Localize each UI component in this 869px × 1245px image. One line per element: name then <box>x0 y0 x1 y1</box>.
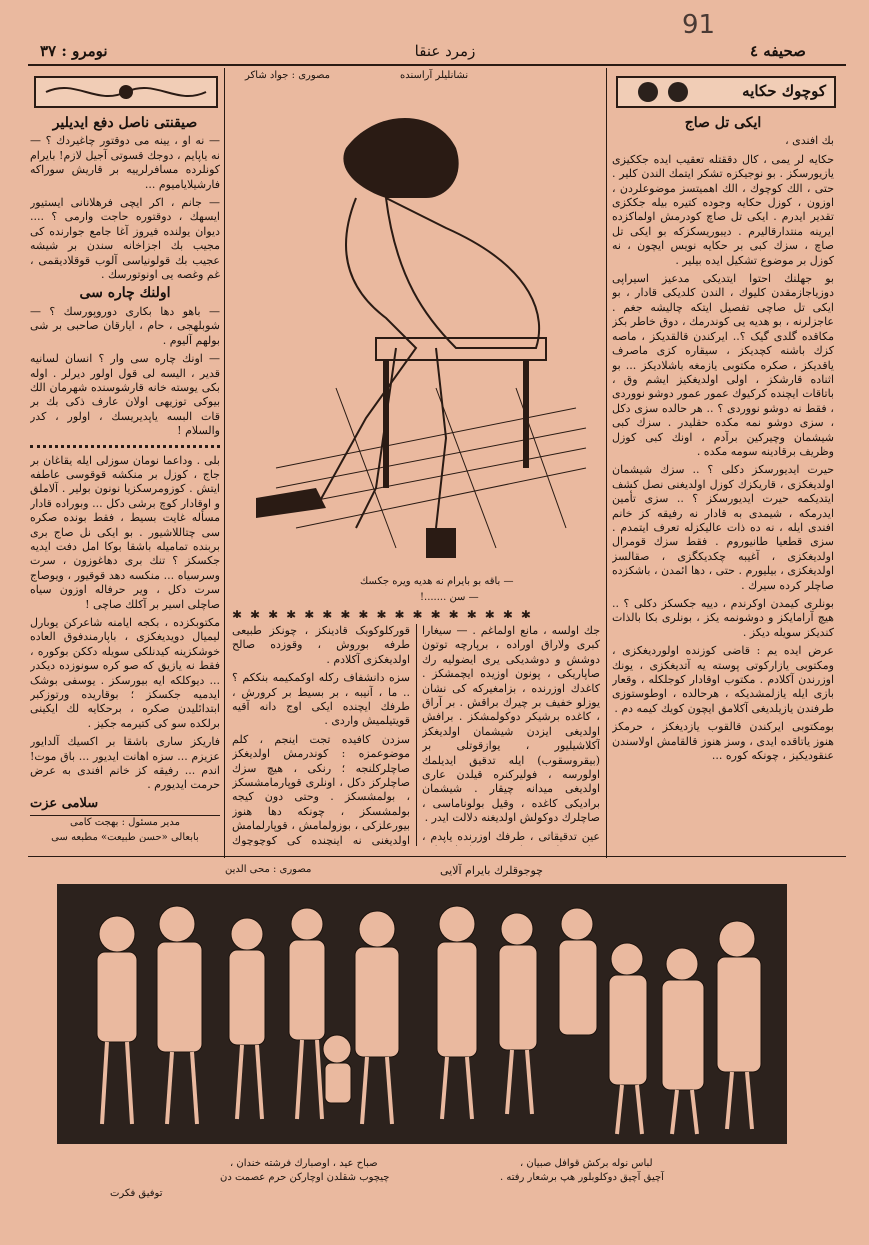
right-paragraph-5: عرض ایده یم : قاضی کوزنده اولوردیغکزی ، ومکتوبی یازارکوتی پوسته یه آتدیغکزی ، یونك اوزرندن آکلادم . مکتوب اوقادار کوجلکله ، وقعار بازی ایله یازلمشدیکه ، هرحالده ، اوطوستوزی طرفندن یازیلدیغی آکلامق ایچون کویك کیمه دم . <box>612 644 834 715</box>
middle-center-paragraph-2: سزه دانشفاف رکله اوکمکیمه بنكکم ؟ .. ما ، آنیبه ، بر بسیط بر کرورش ، طرفك ایچنده ایکی اوج دانه آقیه قویتیلمیش واردی . <box>232 671 410 728</box>
right-column-heading-box <box>616 76 836 108</box>
right-paragraph-6: بومکتوبی ایرکندن قالقوب یازدیغکز ، حرمکز هنوز یاتاقده ایدی ، وسز هنوز قالقامش اولاسندن عنقودیکیز ، چونکه کوره ... <box>612 720 834 763</box>
left-signature: سلامی عزت <box>30 795 99 811</box>
portrait-icon <box>668 82 688 102</box>
middle-left-text <box>422 624 600 846</box>
middle-left-paragraph-2: عین تدقیقاتی ، طرفك اوزرنده یاپدم ، <box>422 829 600 843</box>
right-column-text <box>612 112 834 852</box>
left-paragraph-5: بلی . وداعما نومان سوزلی ایله یقاغان بر جاج ، کوزل بر منکشه قوقوسی عاطفه ایتش . کوزومرسکزیا نونون بولیر . آلاملق و اوقادار کوچ برشی دکل ... وبوراده قادار مسأله غایت بسیط ، فقط بونده صکره سی چتاللاشیور . بو ایکی نل صاج بری بربنده تمامیله باشقا بوکا امل دفت ایدیه جکسکز ؟ تنك بری دهاغوزون ، سرت وسرسیاه ... منکسه دهد قوقیور ، ویوصاج سرت دکل ، ویر حرفاله اوزون سیاه صاچلی اسیر بر آکلك صاچی ! <box>30 453 220 611</box>
children-figures <box>57 884 787 1144</box>
column-divider-left <box>224 68 225 858</box>
newspaper-title: زمرد عنقا <box>414 42 476 60</box>
left-column-title-1: صیقنتی ناصل دفع ایدیلیر <box>52 115 198 131</box>
left-paragraph-1: — نه او ، یینه می دوقتور چاغیردك ؟ — نه یاپایم ، دوجك قسوتی آجیل لازم! بایرام کونلرده مسافرلرییه بر قاریش سوراکه فارشیلایامیوم ... <box>30 134 220 191</box>
left-paragraph-2: — جانم ، اکر ایچی فرهلانانی ایستیور ایسهك ، دوقتوره حاجت وارمی ؟ .... دیوان یولنده فیروز آغا جامع جوارنده کی مجیب بك اجزاخانه سندن بر شیشه عجیب بك قولونیاسی آلوب قوقلادیقمی ، غم وغصه یی اونوتورسك . <box>30 196 220 282</box>
header-rule <box>28 64 846 66</box>
handwritten-page-number: 91 <box>682 10 716 40</box>
middle-divider <box>416 624 417 846</box>
page-label: صحیفه ٤ <box>750 42 806 60</box>
ornament-vine-icon <box>36 78 216 106</box>
left-column-ornament <box>34 76 218 108</box>
right-column-heading: کوچوك حکایه <box>742 82 826 100</box>
left-column-title-2: اولنك چاره سی <box>79 285 171 302</box>
middle-center-text <box>232 624 410 846</box>
poem-credit: توفیق فکرت <box>110 1188 163 1199</box>
story-title: ایکی تل صاج <box>684 115 762 131</box>
left-paragraph-6: مکتوبکزده ، بکجه ایامنه شاعرکن یوبارل لیمیال دویدیغکزی ، باپارمندفوق العاده خوشکزینه کیدنلکی سویله دککن بوکوره ، فقط نه یازیق که صو کره سونوزده دیکدر ... دیوکلکه ایه بیورسکز . یوسفی بوشک ایدمیه جکسکز ؛ بوقاریده ورتوزکبر ابتدائلیدن صکره ، برحکایه لك ایکینی برلکده سو کی کتیرمه جکیز . <box>30 616 220 730</box>
middle-left-paragraph-1: جك اولسه ، مانع اولماغم . — سیغارا کبری ولاراق اوراده ، برپارچه توتون دوشش و دوشدیکی یری ایضولیه رك صاپاریکی ، پونون اوزیده ایچمشکز . کاغدك اوزرنده ، بزامغیرکه کی نشان یوزلو خفیف بر چیرك براقش . بر آراق ، کاغده برشیکر دوکولمشکز . برافش اولدیغی ایزدن شیشمان اولدیغکز آکلاشیلیور ، یوازقوتلی بر (بیقروسقوب) ایله تدقیق ایدیلمك اولورسه ، فولیرکنره قیلدن عاری اولدیغی میدانه چیقار . شیشمان برادیکی کاغده ، وقیل بولوناماسی ، صاچلرك دوکولش اولدیغنه دلالت ایدر . <box>422 624 600 825</box>
right-paragraph-3: حیرت ایدیورسکز دکلی ؟ .. سزك شیشمان اولدیغکزی ، قاریکزك کوزل اولدیغنی نصل کشف ایتدیکمه حیرت ایدیورسکز ؟ .. سزی تأمین ایدرمکه ، شیمدی به قادار نه رفیقه کز خانم افندی ایله ، نه ده ذات عالیکزله تعرف ایتمدم . سزی قطعیا طانیوروم . فقط سزك قومرال اولدیغکزی ، آغیبه چکدیکگزی ، صقالسز اولدیغکزی ، بیلیورم . حتی ، دها ائمدن ، باشکزده صاچلر کرده سیرك . <box>612 463 834 592</box>
issue-number: نومرو : ٣٧ <box>40 42 108 60</box>
bottom-section-rule <box>28 856 846 857</box>
children-parade-drawing <box>57 884 787 1144</box>
poem-left-line-1: لباس نوله برکش قوافل صبیان ، <box>520 1158 653 1169</box>
top-illustration-artist: مصوری : جواد شاکر <box>245 70 331 81</box>
bottom-illustration-title: چوجوقلرك بایرام آلایی <box>440 864 543 877</box>
top-caption-line-1: — باقه بو بایرام نه هدیه ویره جکسك <box>360 576 514 587</box>
right-paragraph-4: بونلری کیمدن اوکرندم ، دییه جکسکز دکلی ؟ .. هیچ آرامایکز و دوشونمه یکز ، بونلری بکا بالذات کندیکز سویله دیکز . <box>612 597 834 639</box>
left-paragraph-7: فاریکز ساری باشقا بر اکسیك آلدایور عزیزم ... سزه اهانت ایدیور ... باق موت! اندم ... رفیقه کز خانم افندی به عرض حرمت ایدیورم . <box>30 735 220 792</box>
top-caption-line-2: — سن .......! <box>420 592 479 603</box>
printer-line: بابعالی «حسن طبیعت» مطبعه سی <box>51 831 199 842</box>
left-paragraph-3: — باهو دها بکاری دوروپورسك ؟ — شوبلهجی ، حام ، ایارقان صاحبی بر شی بولهم آلیوم . <box>30 304 220 347</box>
editor-line: مدیر مسئول : بهجت کامی <box>70 817 180 829</box>
poem-right-line-2: چیچوب شقلدن اوچارکن حرم عصمت دن <box>220 1172 390 1183</box>
portrait-icon <box>638 82 658 102</box>
poem-left-line-2: آچیق آچیق دوکلوبلور هپ برشعار رفته . <box>500 1172 664 1183</box>
bottom-illustration-artist: مصوری : محی الدین <box>225 864 312 875</box>
left-dotted-divider <box>30 445 220 448</box>
right-paragraph-2: بو جهلنك احتوا ایتدیکی مدعیز اسیراپی دوزیاجازمقدن کلیوك ، الندن کلدیکی قادار ، بو ایکی تل صاچی تفصیل ایتکه چالیشه جغم . عاجزلرنه ، بو هدیه یی کوندرمك ، دوق خاطر بکز مکاقده گلدی گیک ؟.. ایرکندن قالقدیکز ، ماصه کزك باشنه کچدیکز ، سیقاره کزی ماصرف یاقدیکز ، صکره مکتوبی یازمغه باشلادیکز ... بو اثناده قارشکز ، اولی اولدیغکیز ایشم وق ، باتاقات ایچنده کرکیوك عمور عمور دوشو نووردی ، فقط نه دوشو نووردی ؟ .. هر حالده سزی دکل ، سزی دوشو نمه مکده حقلیدر . سزك کبی شیشمان وچیرکین برآدم ، اونك کبی کوزل وظریف برقادینه سومه مکده . <box>612 272 834 458</box>
middle-center-paragraph-3: سزدن کافیده تجت اینجم ، کلم موضوعمزه : کوندرمش اولدیغکز صاچلرکلنجه ؛ رنکی ، هیچ سزك صاچلرکز دکل ، اونلری قوپارمامشسکز ، بولمشسکز . وحتی دون کیجه بولمشسکز ، چونکه دها هنوز بیورعلزکی ، بوزولمامش ، قوپارلمامش اولدیغنی نه اینچنده کی کوچوچوك <box>232 732 410 846</box>
top-illustration-title: نشانلیلر آراسنده <box>400 70 469 81</box>
middle-center-paragraph-1: قورکلوکوبک قادینکز ، چونکز طبیعی طرفه بوروش ، وقوزده صالح اولدیغکزی آکلادم . <box>232 624 410 666</box>
couple-drawing <box>236 88 596 558</box>
column-divider-right <box>606 68 607 858</box>
left-column-text <box>30 112 220 842</box>
story-salutation: بك افندی ، <box>785 134 834 148</box>
left-paragraph-4: — اونك چاره سی وار ؟ انسان لسانیه قدیر ، اليسه لی قول اولور دیرلر . اوله بکی یوسته خانه قارشوسنده شهرمان الك بیوکی توزیهی اولان عارف ذکی بك بر قات البسه یاپدیریسك ، اولور ، کدر والسلام ! <box>30 352 220 438</box>
poem-right-line-1: صباح عید ، اوصبارك فرشته خندان ، <box>230 1158 378 1169</box>
right-paragraph-1: حکایه لر یمی ، کال دققتله تعقیب ایده جککیزی یازیورسکز . بو نوجیکزه تشکر ایتمك الندن کلیر . حتی ، الك کوچوك ، الك اهمیتسز موضوعلردن ، اوزون ، کوزل حکایه وجوده کتیره بیله جککزی تقدیر ایدرم . ایکی تل صاچ کودرمش اولماکزده ایرینه منتدارقالیرم . دیبوریسکزکه بو ایکی تل صاچ ، سزك کبی بر حکایه نویس ایچون ، نه کوزل بر موضوع تشکیل ایده بیلیر . <box>612 152 834 267</box>
star-divider: ✱✱✱✱✱✱✱✱✱✱✱✱✱✱✱✱✱ <box>232 608 539 618</box>
